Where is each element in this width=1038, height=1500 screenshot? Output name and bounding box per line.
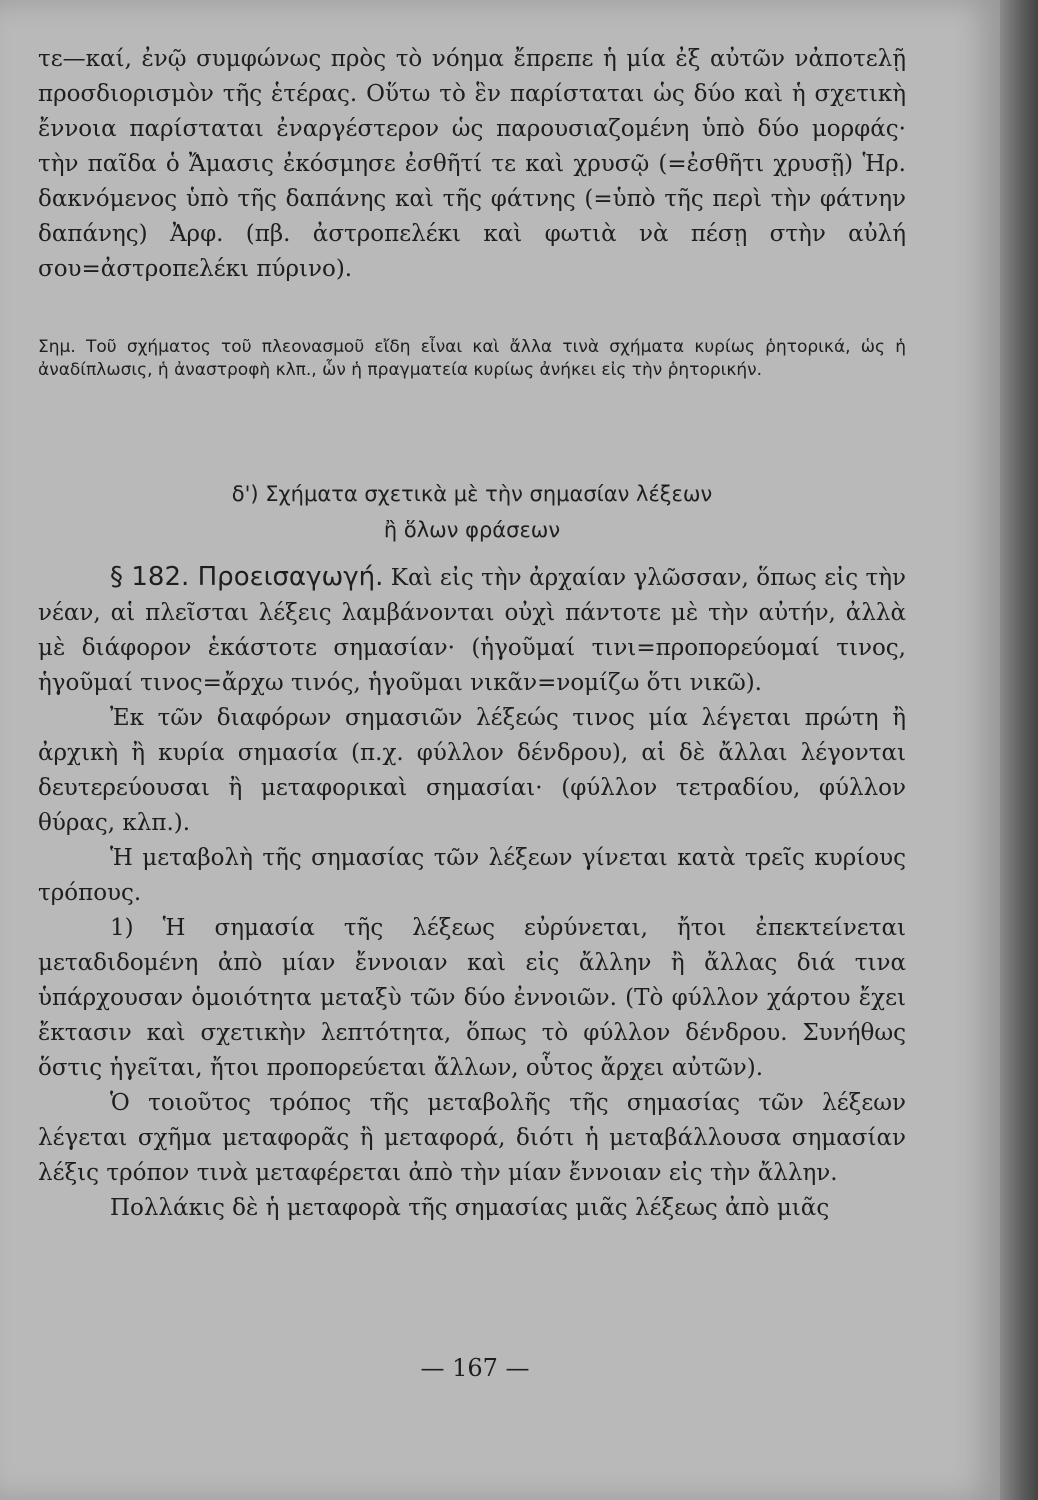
section-paragraph-6: Πολλάκις δὲ ἡ μεταφορὰ τῆς σημασίας μιᾶς λέξεως ἀπὸ μιᾶς <box>110 1195 830 1221</box>
page-number: — 167 — <box>420 1354 530 1382</box>
section-paragraph-1 <box>38 560 906 701</box>
section-paragraph-4: 1) Ἡ σημασία τῆς λέξεως εὐρύνεται, ἤτοι ἐπεκτείνεται μεταδιδομένη ἀπὸ μίαν ἔννοιαν καὶ εἰς ἄλλην ἢ ἄλλας διά τινα ὑπάρχουσαν ὁμοιότητα μεταξὺ τῶν δύο ἐννοιῶν. (Τὸ φύλλον χάρτου ἔχει ἔκτασιν καὶ σχετικὴν λεπτότητα, ὅπως τὸ φύλλον δένδρου. Συνήθως ὅστις ἡγεῖται, ἤτοι προπορεύεται ἄλλων, οὗτος ἄρχει αὐτῶν). <box>38 915 906 1081</box>
section-paragraph-5: Ὁ τοιοῦτος τρόπος τῆς μεταβολῆς τῆς σημασίας τῶν λέξεων λέγεται σχῆμα μεταφορᾶς ἢ μεταφορά, διότι ἡ μεταβάλλουσα σημασίαν λέξις τρόπον τινὰ μεταφέρεται ἀπὸ τὴν μίαν ἔννοιαν εἰς τὴν ἄλλην. <box>38 1090 906 1186</box>
subheading-line-1: δ') Σχήματα σχετικὰ μὲ τὴν σημασίαν λέξεων <box>231 482 713 506</box>
note-paragraph: Σημ. Τοῦ σχήματος τοῦ πλεονασμοῦ εἴδη εἶναι καὶ ἄλλα τινὰ σχήματα κυρίως ῥητορικά, ὡς ἡ ἀναδίπλωσις, ἡ ἀναστροφὴ κλπ., ὧν ἡ πραγματεία κυρίως ἀνήκει εἰς τὴν ῥητορικήν. <box>38 337 906 380</box>
section-182 <box>38 560 906 1226</box>
section-heading: § 182. Προεισαγωγή. <box>110 562 384 592</box>
intro-paragraph: τε—καί, ἐνῷ συμφώνως πρὸς τὸ νόημα ἔπρεπε ἡ μία ἐξ αὐτῶν νἀποτελῇ προσδιορισμὸν τῆς ἑτέρας. Οὕτω τὸ ἓν παρίσταται ὡς δύο καὶ ἡ σχετικὴ ἔννοια παρίσταται ἐναργέστερον ὡς παρουσιαζομένη ὑπὸ δύο μορφάς· τὴν παῖδα ὁ Ἄμασις ἐκόσμησε ἐσθῆτί τε καὶ χρυσῷ (=ἐσθῆτι χρυσῇ) Ἡρ. δακνόμενος ὑπὸ τῆς δαπάνης καὶ τῆς φάτνης (=ὑπὸ τῆς περὶ τὴν φάτνην δαπάνης) Ἀρφ. (πβ. ἀστροπελέκι καὶ φωτιὰ νὰ πέσῃ στὴν αὐλή σου=ἀστροπελέκι πύρινο). <box>38 46 906 282</box>
book-edge <box>1000 0 1038 1500</box>
paragraph-text: Καὶ εἰς τὴν ἀρχαίαν γλῶσσαν, ὅπως εἰς τὴν νέαν, αἱ πλεῖσται λέξεις λαμβάνονται οὐχὶ πάντοτε μὲ τὴν αὐτήν, ἀλλὰ μὲ διάφορον ἑκάστοτε σημασίαν· (ἡγοῦμαί τινι=προπορεύομαί τινος, ἡγοῦμαί τινος=ἄρχω τινός, ἡγοῦμαι νικᾶν=νομίζω ὅτι νικῶ). <box>38 565 907 696</box>
subheading <box>38 476 906 548</box>
section-paragraph-3: Ἡ μεταβολὴ τῆς σημασίας τῶν λέξεων γίνεται κατὰ τρεῖς κυρίους τρόπους. <box>38 845 906 906</box>
subheading-line-2: ἢ ὅλων φράσεων <box>383 518 561 542</box>
section-paragraph-2: Ἐκ τῶν διαφόρων σημασιῶν λέξεώς τινος μία λέγεται πρώτη ἢ ἀρχικὴ ἢ κυρία σημασία (π.χ. φύλλον δένδρου), αἱ δὲ ἄλλαι λέγονται δευτερεύουσαι ἢ μεταφορικαὶ σημασίαι· (φύλλον τετραδίου, φύλλον θύρας, κλπ.). <box>38 705 906 836</box>
